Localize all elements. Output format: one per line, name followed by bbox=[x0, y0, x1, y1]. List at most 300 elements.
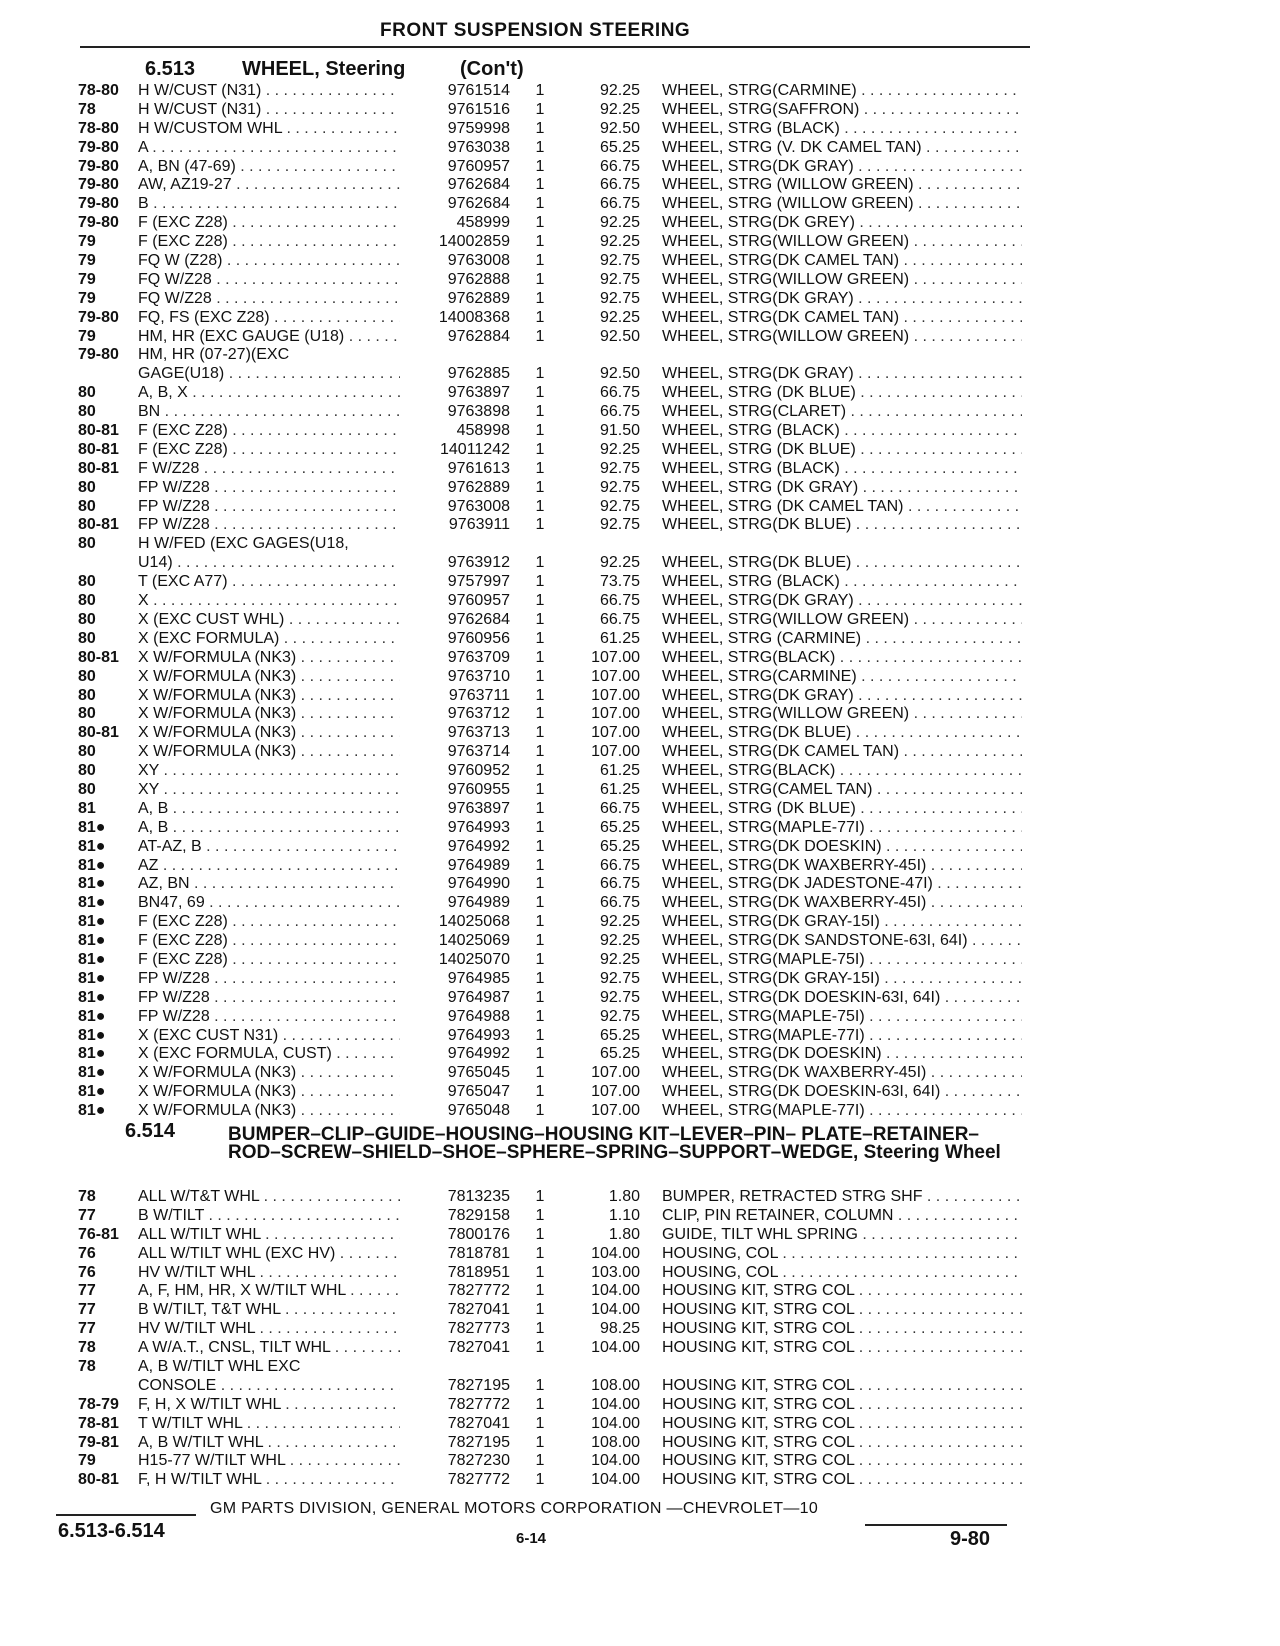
part-number: 14011242 bbox=[400, 441, 510, 460]
item-description: WHEEL, STRG(DK GREY) . . . bbox=[662, 214, 1022, 233]
item-description: HOUSING KIT, STRG COL . . . bbox=[662, 1339, 1022, 1358]
part-number: 9763911 bbox=[400, 516, 510, 535]
price: 66.75 bbox=[599, 384, 640, 402]
price: 107.00 bbox=[591, 705, 640, 723]
item-description: WHEEL, STRG(MAPLE-77I) . . . bbox=[662, 819, 1022, 838]
table-row bbox=[0, 1045, 1280, 1064]
item-description: WHEEL, STRG (DK BLUE) . . . bbox=[662, 441, 1022, 460]
table-row bbox=[0, 233, 1280, 252]
quantity: 1 bbox=[535, 1282, 545, 1300]
price: 107.00 bbox=[591, 1102, 640, 1120]
item-description: WHEEL, STRG(DK DOESKIN) . . . bbox=[662, 1045, 1022, 1064]
part-number: 9764989 bbox=[400, 857, 510, 876]
model-year: 81● bbox=[78, 932, 106, 950]
part-number: 7827195 bbox=[400, 1434, 510, 1453]
item-description: WHEEL, STRG(DK GRAY) . . . bbox=[662, 592, 1022, 611]
table-row bbox=[0, 970, 1280, 989]
model-year: 80 bbox=[78, 610, 96, 628]
application: XY . . . bbox=[138, 781, 413, 800]
price: 107.00 bbox=[591, 724, 640, 742]
price: 92.25 bbox=[599, 913, 640, 931]
part-number: 9764988 bbox=[400, 1008, 510, 1027]
footer-rule-right bbox=[865, 1524, 1007, 1526]
part-number: 14008368 bbox=[400, 309, 510, 328]
price: 91.50 bbox=[599, 422, 640, 440]
table-row bbox=[0, 781, 1280, 800]
application: FQ W/Z28 . . . bbox=[138, 271, 413, 290]
table-row bbox=[0, 82, 1280, 101]
model-year: 80 bbox=[78, 497, 96, 515]
application: CONSOLE . . . bbox=[138, 1377, 413, 1396]
price: 107.00 bbox=[591, 686, 640, 704]
application: H W/CUSTOM WHL . . . bbox=[138, 120, 413, 139]
price: 92.25 bbox=[599, 214, 640, 232]
quantity: 1 bbox=[535, 686, 545, 704]
model-year: 80 bbox=[78, 762, 96, 780]
model-year: 76 bbox=[78, 1244, 96, 1262]
item-description: WHEEL, STRG(MAPLE-75I) . . . bbox=[662, 951, 1022, 970]
model-year: 81● bbox=[78, 1083, 106, 1101]
price: 104.00 bbox=[591, 1339, 640, 1357]
item-description: HOUSING KIT, STRG COL . . . bbox=[662, 1434, 1022, 1453]
application: X W/FORMULA (NK3) . . . bbox=[138, 649, 413, 668]
price: 65.25 bbox=[599, 138, 640, 156]
model-year: 79-80 bbox=[78, 138, 119, 156]
price: 66.75 bbox=[599, 894, 640, 912]
price: 92.50 bbox=[599, 365, 640, 383]
model-year: 80-81 bbox=[78, 516, 119, 534]
price: 92.25 bbox=[599, 233, 640, 251]
price: 107.00 bbox=[591, 1083, 640, 1101]
part-number: 9760955 bbox=[400, 781, 510, 800]
part-number: 9764992 bbox=[400, 1045, 510, 1064]
model-year: 80-81 bbox=[78, 440, 119, 458]
application: HV W/TILT WHL . . . bbox=[138, 1320, 413, 1339]
part-number: 14025070 bbox=[400, 951, 510, 970]
part-number: 9762889 bbox=[400, 479, 510, 498]
price: 65.25 bbox=[599, 837, 640, 855]
model-year: 77 bbox=[78, 1320, 96, 1338]
quantity: 1 bbox=[535, 1376, 545, 1394]
application: X (EXC FORMULA, CUST) . . . bbox=[138, 1045, 413, 1064]
application: X W/FORMULA (NK3) . . . bbox=[138, 724, 413, 743]
application: AW, AZ19-27 . . . bbox=[138, 176, 413, 195]
part-number: 9763713 bbox=[400, 724, 510, 743]
part-number: 9760952 bbox=[400, 762, 510, 781]
part-number: 9763898 bbox=[400, 403, 510, 422]
table-row bbox=[0, 365, 1280, 384]
item-description: WHEEL, STRG(DK BLUE) . . . bbox=[662, 724, 1022, 743]
table-row bbox=[0, 328, 1280, 347]
price: 61.25 bbox=[599, 629, 640, 647]
table-row bbox=[0, 913, 1280, 932]
quantity: 1 bbox=[535, 1339, 545, 1357]
table-row bbox=[0, 1434, 1280, 1453]
model-year: 80 bbox=[78, 573, 96, 591]
part-number: 9763710 bbox=[400, 668, 510, 687]
page-title: FRONT SUSPENSION STEERING bbox=[380, 20, 691, 41]
quantity: 1 bbox=[535, 1102, 545, 1120]
model-year: 78-80 bbox=[78, 82, 119, 99]
table-row bbox=[0, 724, 1280, 743]
table-row bbox=[0, 101, 1280, 120]
quantity: 1 bbox=[535, 818, 545, 836]
part-number: 9763038 bbox=[400, 139, 510, 158]
quantity: 1 bbox=[535, 82, 545, 99]
application: FQ W/Z28 . . . bbox=[138, 290, 413, 309]
quantity: 1 bbox=[535, 610, 545, 628]
price: 1.80 bbox=[608, 1225, 640, 1243]
model-year: 81● bbox=[78, 1045, 106, 1063]
table-row bbox=[0, 1245, 1280, 1264]
price: 66.75 bbox=[599, 875, 640, 893]
quantity: 1 bbox=[535, 1064, 545, 1082]
model-year: 81 bbox=[78, 799, 96, 817]
item-description: WHEEL, STRG(WILLOW GREEN) . . . bbox=[662, 705, 1022, 724]
footer-rule-left bbox=[56, 1514, 196, 1516]
model-year: 80 bbox=[78, 592, 96, 610]
model-year: 78 bbox=[78, 100, 96, 118]
application: HM, HR (07-27)(EXC bbox=[138, 346, 290, 364]
quantity: 1 bbox=[535, 724, 545, 742]
quantity: 1 bbox=[535, 327, 545, 345]
price: 103.00 bbox=[591, 1263, 640, 1281]
price: 92.75 bbox=[599, 497, 640, 515]
price: 104.00 bbox=[591, 1414, 640, 1432]
application: H15-77 W/TILT WHL . . . bbox=[138, 1452, 413, 1471]
table-row bbox=[0, 158, 1280, 177]
application: X (EXC CUST WHL) . . . bbox=[138, 611, 413, 630]
price: 61.25 bbox=[599, 780, 640, 798]
table-row bbox=[0, 214, 1280, 233]
quantity: 1 bbox=[535, 667, 545, 685]
price: 61.25 bbox=[599, 762, 640, 780]
item-description: WHEEL, STRG(CAMEL TAN) . . . bbox=[662, 781, 1022, 800]
quantity: 1 bbox=[535, 497, 545, 515]
part-number: 7827195 bbox=[400, 1377, 510, 1396]
table-row bbox=[0, 139, 1280, 158]
header-rule bbox=[80, 46, 1030, 48]
item-description: CLIP, PIN RETAINER, COLUMN . . . bbox=[662, 1207, 1022, 1226]
part-number: 9763912 bbox=[400, 554, 510, 573]
price: 66.75 bbox=[599, 176, 640, 194]
model-year: 80 bbox=[78, 403, 96, 421]
item-description: WHEEL, STRG(DK GRAY-15I) . . . bbox=[662, 913, 1022, 932]
model-year: 81● bbox=[78, 837, 106, 855]
table-row bbox=[0, 309, 1280, 328]
model-year: 79 bbox=[78, 270, 96, 288]
section-number: 6.514 bbox=[125, 1120, 176, 1142]
table-row bbox=[0, 460, 1280, 479]
table-row bbox=[0, 1301, 1280, 1320]
quantity: 1 bbox=[535, 648, 545, 666]
model-year: 81● bbox=[78, 875, 106, 893]
application: HM, HR (EXC GAUGE (U18) . . . bbox=[138, 328, 413, 347]
part-number: 7827772 bbox=[400, 1396, 510, 1415]
price: 66.75 bbox=[599, 856, 640, 874]
model-year: 79 bbox=[78, 289, 96, 307]
section-continued: (Con't) bbox=[460, 58, 524, 80]
application: A, B, X . . . bbox=[138, 384, 413, 403]
part-number: 7818951 bbox=[400, 1264, 510, 1283]
quantity: 1 bbox=[535, 799, 545, 817]
quantity: 1 bbox=[535, 195, 545, 213]
model-year: 80 bbox=[78, 705, 96, 723]
price: 66.75 bbox=[599, 592, 640, 610]
model-year: 79-80 bbox=[78, 346, 119, 364]
part-number: 9760957 bbox=[400, 158, 510, 177]
model-year: 80 bbox=[78, 384, 96, 402]
application: B . . . bbox=[138, 195, 413, 214]
table-row bbox=[0, 762, 1280, 781]
price: 92.75 bbox=[599, 478, 640, 496]
table-row bbox=[0, 195, 1280, 214]
price: 1.10 bbox=[608, 1206, 640, 1224]
model-year: 79-80 bbox=[78, 176, 119, 194]
part-number: 9763897 bbox=[400, 384, 510, 403]
application: X W/FORMULA (NK3) . . . bbox=[138, 668, 413, 687]
part-number: 9762684 bbox=[400, 195, 510, 214]
part-number: 9763897 bbox=[400, 800, 510, 819]
application: A, B . . . bbox=[138, 819, 413, 838]
model-year: 78-80 bbox=[78, 119, 119, 137]
application: X W/FORMULA (NK3) . . . bbox=[138, 1064, 413, 1083]
quantity: 1 bbox=[535, 1188, 545, 1205]
quantity: 1 bbox=[535, 516, 545, 534]
model-year: 79-80 bbox=[78, 157, 119, 175]
quantity: 1 bbox=[535, 100, 545, 118]
footer-page-number: 6-14 bbox=[516, 1530, 547, 1547]
model-year: 77 bbox=[78, 1301, 96, 1319]
item-description: HOUSING, COL . . . bbox=[662, 1245, 1022, 1264]
quantity: 1 bbox=[535, 875, 545, 893]
section-heading-6513 bbox=[0, 58, 1280, 84]
quantity: 1 bbox=[535, 365, 545, 383]
section-number: 6.513 bbox=[145, 58, 196, 80]
application: ALL W/TILT WHL (EXC HV) . . . bbox=[138, 1245, 413, 1264]
model-year: 79 bbox=[78, 233, 96, 251]
model-year: 80 bbox=[78, 629, 96, 647]
quantity: 1 bbox=[535, 856, 545, 874]
price: 66.75 bbox=[599, 195, 640, 213]
item-description: WHEEL, STRG (BLACK) . . . bbox=[662, 120, 1022, 139]
table-row bbox=[0, 120, 1280, 139]
item-description: WHEEL, STRG(DK WAXBERRY-45I) . . . bbox=[662, 1064, 1022, 1083]
application: X (EXC CUST N31) . . . bbox=[138, 1027, 413, 1046]
application: X W/FORMULA (NK3) . . . bbox=[138, 705, 413, 724]
application: T W/TILT WHL . . . bbox=[138, 1415, 413, 1434]
part-number: 9759998 bbox=[400, 120, 510, 139]
price: 65.25 bbox=[599, 1026, 640, 1044]
price: 104.00 bbox=[591, 1282, 640, 1300]
part-number: 9760956 bbox=[400, 630, 510, 649]
application: X W/FORMULA (NK3) . . . bbox=[138, 743, 413, 762]
application: HV W/TILT WHL . . . bbox=[138, 1264, 413, 1283]
price: 92.25 bbox=[599, 308, 640, 326]
part-number: 9763714 bbox=[400, 743, 510, 762]
quantity: 1 bbox=[535, 138, 545, 156]
model-year: 79-80 bbox=[78, 214, 119, 232]
application: FQ, FS (EXC Z28) . . . bbox=[138, 309, 413, 328]
part-number: 9761516 bbox=[400, 101, 510, 120]
quantity: 1 bbox=[535, 780, 545, 798]
price: 98.25 bbox=[599, 1320, 640, 1338]
part-number: 9762884 bbox=[400, 328, 510, 347]
part-number: 7800176 bbox=[400, 1226, 510, 1245]
quantity: 1 bbox=[535, 950, 545, 968]
table-row bbox=[0, 1471, 1280, 1490]
table-row bbox=[0, 1396, 1280, 1415]
part-number: 7827041 bbox=[400, 1415, 510, 1434]
price: 65.25 bbox=[599, 818, 640, 836]
model-year: 79 bbox=[78, 252, 96, 270]
table-row bbox=[0, 271, 1280, 290]
part-number: 9763711 bbox=[400, 687, 510, 706]
model-year: 80-81 bbox=[78, 1471, 119, 1489]
quantity: 1 bbox=[535, 762, 545, 780]
application: X . . . bbox=[138, 592, 413, 611]
model-year: 78-81 bbox=[78, 1414, 119, 1432]
price: 104.00 bbox=[591, 1452, 640, 1470]
item-description: WHEEL, STRG(DK DOESKIN) . . . bbox=[662, 838, 1022, 857]
table-row bbox=[0, 611, 1280, 630]
application: A W/A.T., CNSL, TILT WHL . . . bbox=[138, 1339, 413, 1358]
model-year: 79 bbox=[78, 1452, 96, 1470]
table-row bbox=[0, 1102, 1280, 1121]
part-number: 7827230 bbox=[400, 1452, 510, 1471]
model-year: 80 bbox=[78, 667, 96, 685]
quantity: 1 bbox=[535, 289, 545, 307]
quantity: 1 bbox=[535, 422, 545, 440]
item-description: WHEEL, STRG(MAPLE-77I) . . . bbox=[662, 1102, 1022, 1121]
table-row bbox=[0, 668, 1280, 687]
quantity: 1 bbox=[535, 252, 545, 270]
quantity: 1 bbox=[535, 629, 545, 647]
item-description: WHEEL, STRG (CARMINE) . . . bbox=[662, 630, 1022, 649]
part-number: 9763008 bbox=[400, 252, 510, 271]
quantity: 1 bbox=[535, 308, 545, 326]
section-heading-6514 bbox=[0, 1122, 1280, 1192]
table-row bbox=[0, 1207, 1280, 1226]
quantity: 1 bbox=[535, 988, 545, 1006]
application: F (EXC Z28) . . . bbox=[138, 233, 413, 252]
section-name: BUMPER–CLIP–GUIDE–HOUSING–HOUSING KIT–LEVER–PIN– PLATE–RETAINER–ROD–SCREW–SHIELD–SHOE–SPHERE–SPRING–SUPPORT–WEDGE, Steering Wheel bbox=[228, 1124, 1001, 1163]
quantity: 1 bbox=[535, 932, 545, 950]
table-row bbox=[0, 479, 1280, 498]
model-year: 81● bbox=[78, 1007, 106, 1025]
table-row bbox=[0, 819, 1280, 838]
price: 107.00 bbox=[591, 648, 640, 666]
table-row bbox=[0, 176, 1280, 195]
item-description: WHEEL, STRG (V. DK CAMEL TAN) . . . bbox=[662, 139, 1022, 158]
table-row bbox=[0, 1358, 1280, 1377]
quantity: 1 bbox=[535, 233, 545, 251]
application: H W/FED (EXC GAGES(U18, bbox=[138, 535, 349, 553]
table-row bbox=[0, 535, 1280, 554]
item-description: WHEEL, STRG (WILLOW GREEN) . . . bbox=[662, 195, 1022, 214]
part-number: 9764992 bbox=[400, 838, 510, 857]
table-row bbox=[0, 1008, 1280, 1027]
quantity: 1 bbox=[535, 403, 545, 421]
item-description: WHEEL, STRG(DK WAXBERRY-45I) . . . bbox=[662, 857, 1022, 876]
table-row bbox=[0, 1339, 1280, 1358]
table-row bbox=[0, 875, 1280, 894]
part-number: 9762684 bbox=[400, 176, 510, 195]
part-number: 14025069 bbox=[400, 932, 510, 951]
item-description: WHEEL, STRG (DK BLUE) . . . bbox=[662, 800, 1022, 819]
part-number: 9757997 bbox=[400, 573, 510, 592]
model-year: 80-81 bbox=[78, 724, 119, 742]
application: X W/FORMULA (NK3) . . . bbox=[138, 1083, 413, 1102]
table-row bbox=[0, 290, 1280, 309]
part-number: 9761613 bbox=[400, 460, 510, 479]
item-description: WHEEL, STRG(WILLOW GREEN) . . . bbox=[662, 328, 1022, 347]
application: F (EXC Z28) . . . bbox=[138, 951, 413, 970]
item-description: WHEEL, STRG (BLACK) . . . bbox=[662, 422, 1022, 441]
item-description: HOUSING KIT, STRG COL . . . bbox=[662, 1377, 1022, 1396]
model-year: 78 bbox=[78, 1358, 96, 1376]
part-number: 9764990 bbox=[400, 875, 510, 894]
application: X W/FORMULA (NK3) . . . bbox=[138, 687, 413, 706]
part-number: 14002859 bbox=[400, 233, 510, 252]
price: 92.25 bbox=[599, 440, 640, 458]
model-year: 80-81 bbox=[78, 459, 119, 477]
price: 92.75 bbox=[599, 516, 640, 534]
item-description: WHEEL, STRG(MAPLE-77I) . . . bbox=[662, 1027, 1022, 1046]
application: FP W/Z28 . . . bbox=[138, 479, 413, 498]
item-description: WHEEL, STRG (BLACK) . . . bbox=[662, 573, 1022, 592]
application: F (EXC Z28) . . . bbox=[138, 422, 413, 441]
application: BN47, 69 . . . bbox=[138, 894, 413, 913]
part-number: 9763008 bbox=[400, 498, 510, 517]
model-year: 80-81 bbox=[78, 648, 119, 666]
quantity: 1 bbox=[535, 1225, 545, 1243]
price: 92.75 bbox=[599, 969, 640, 987]
application: A, B W/TILT WHL EXC bbox=[138, 1358, 301, 1376]
item-description: WHEEL, STRG(DK BLUE) . . . bbox=[662, 516, 1022, 535]
model-year: 80 bbox=[78, 535, 96, 553]
price: 92.50 bbox=[599, 119, 640, 137]
part-number: 9762684 bbox=[400, 611, 510, 630]
table-row bbox=[0, 743, 1280, 762]
part-number: 7827773 bbox=[400, 1320, 510, 1339]
model-year: 80 bbox=[78, 743, 96, 761]
item-description: HOUSING KIT, STRG COL . . . bbox=[662, 1282, 1022, 1301]
parts-list-6514 bbox=[0, 1188, 1280, 1490]
price: 92.25 bbox=[599, 82, 640, 99]
model-year: 81● bbox=[78, 1064, 106, 1082]
quantity: 1 bbox=[535, 894, 545, 912]
part-number: 9764985 bbox=[400, 970, 510, 989]
application: FQ W (Z28) . . . bbox=[138, 252, 413, 271]
item-description: GUIDE, TILT WHL SPRING . . . bbox=[662, 1226, 1022, 1245]
price: 92.50 bbox=[599, 327, 640, 345]
application: T (EXC A77) . . . bbox=[138, 573, 413, 592]
quantity: 1 bbox=[535, 459, 545, 477]
table-row bbox=[0, 1226, 1280, 1245]
quantity: 1 bbox=[535, 1045, 545, 1063]
table-row bbox=[0, 649, 1280, 668]
application: FP W/Z28 . . . bbox=[138, 1008, 413, 1027]
quantity: 1 bbox=[535, 592, 545, 610]
application: F (EXC Z28) . . . bbox=[138, 441, 413, 460]
application: ALL W/T&T WHL . . . bbox=[138, 1188, 413, 1207]
part-number: 7813235 bbox=[400, 1188, 510, 1207]
application: B W/TILT . . . bbox=[138, 1207, 413, 1226]
part-number: 9763712 bbox=[400, 705, 510, 724]
item-description: WHEEL, STRG (WILLOW GREEN) . . . bbox=[662, 176, 1022, 195]
application: BN . . . bbox=[138, 403, 413, 422]
